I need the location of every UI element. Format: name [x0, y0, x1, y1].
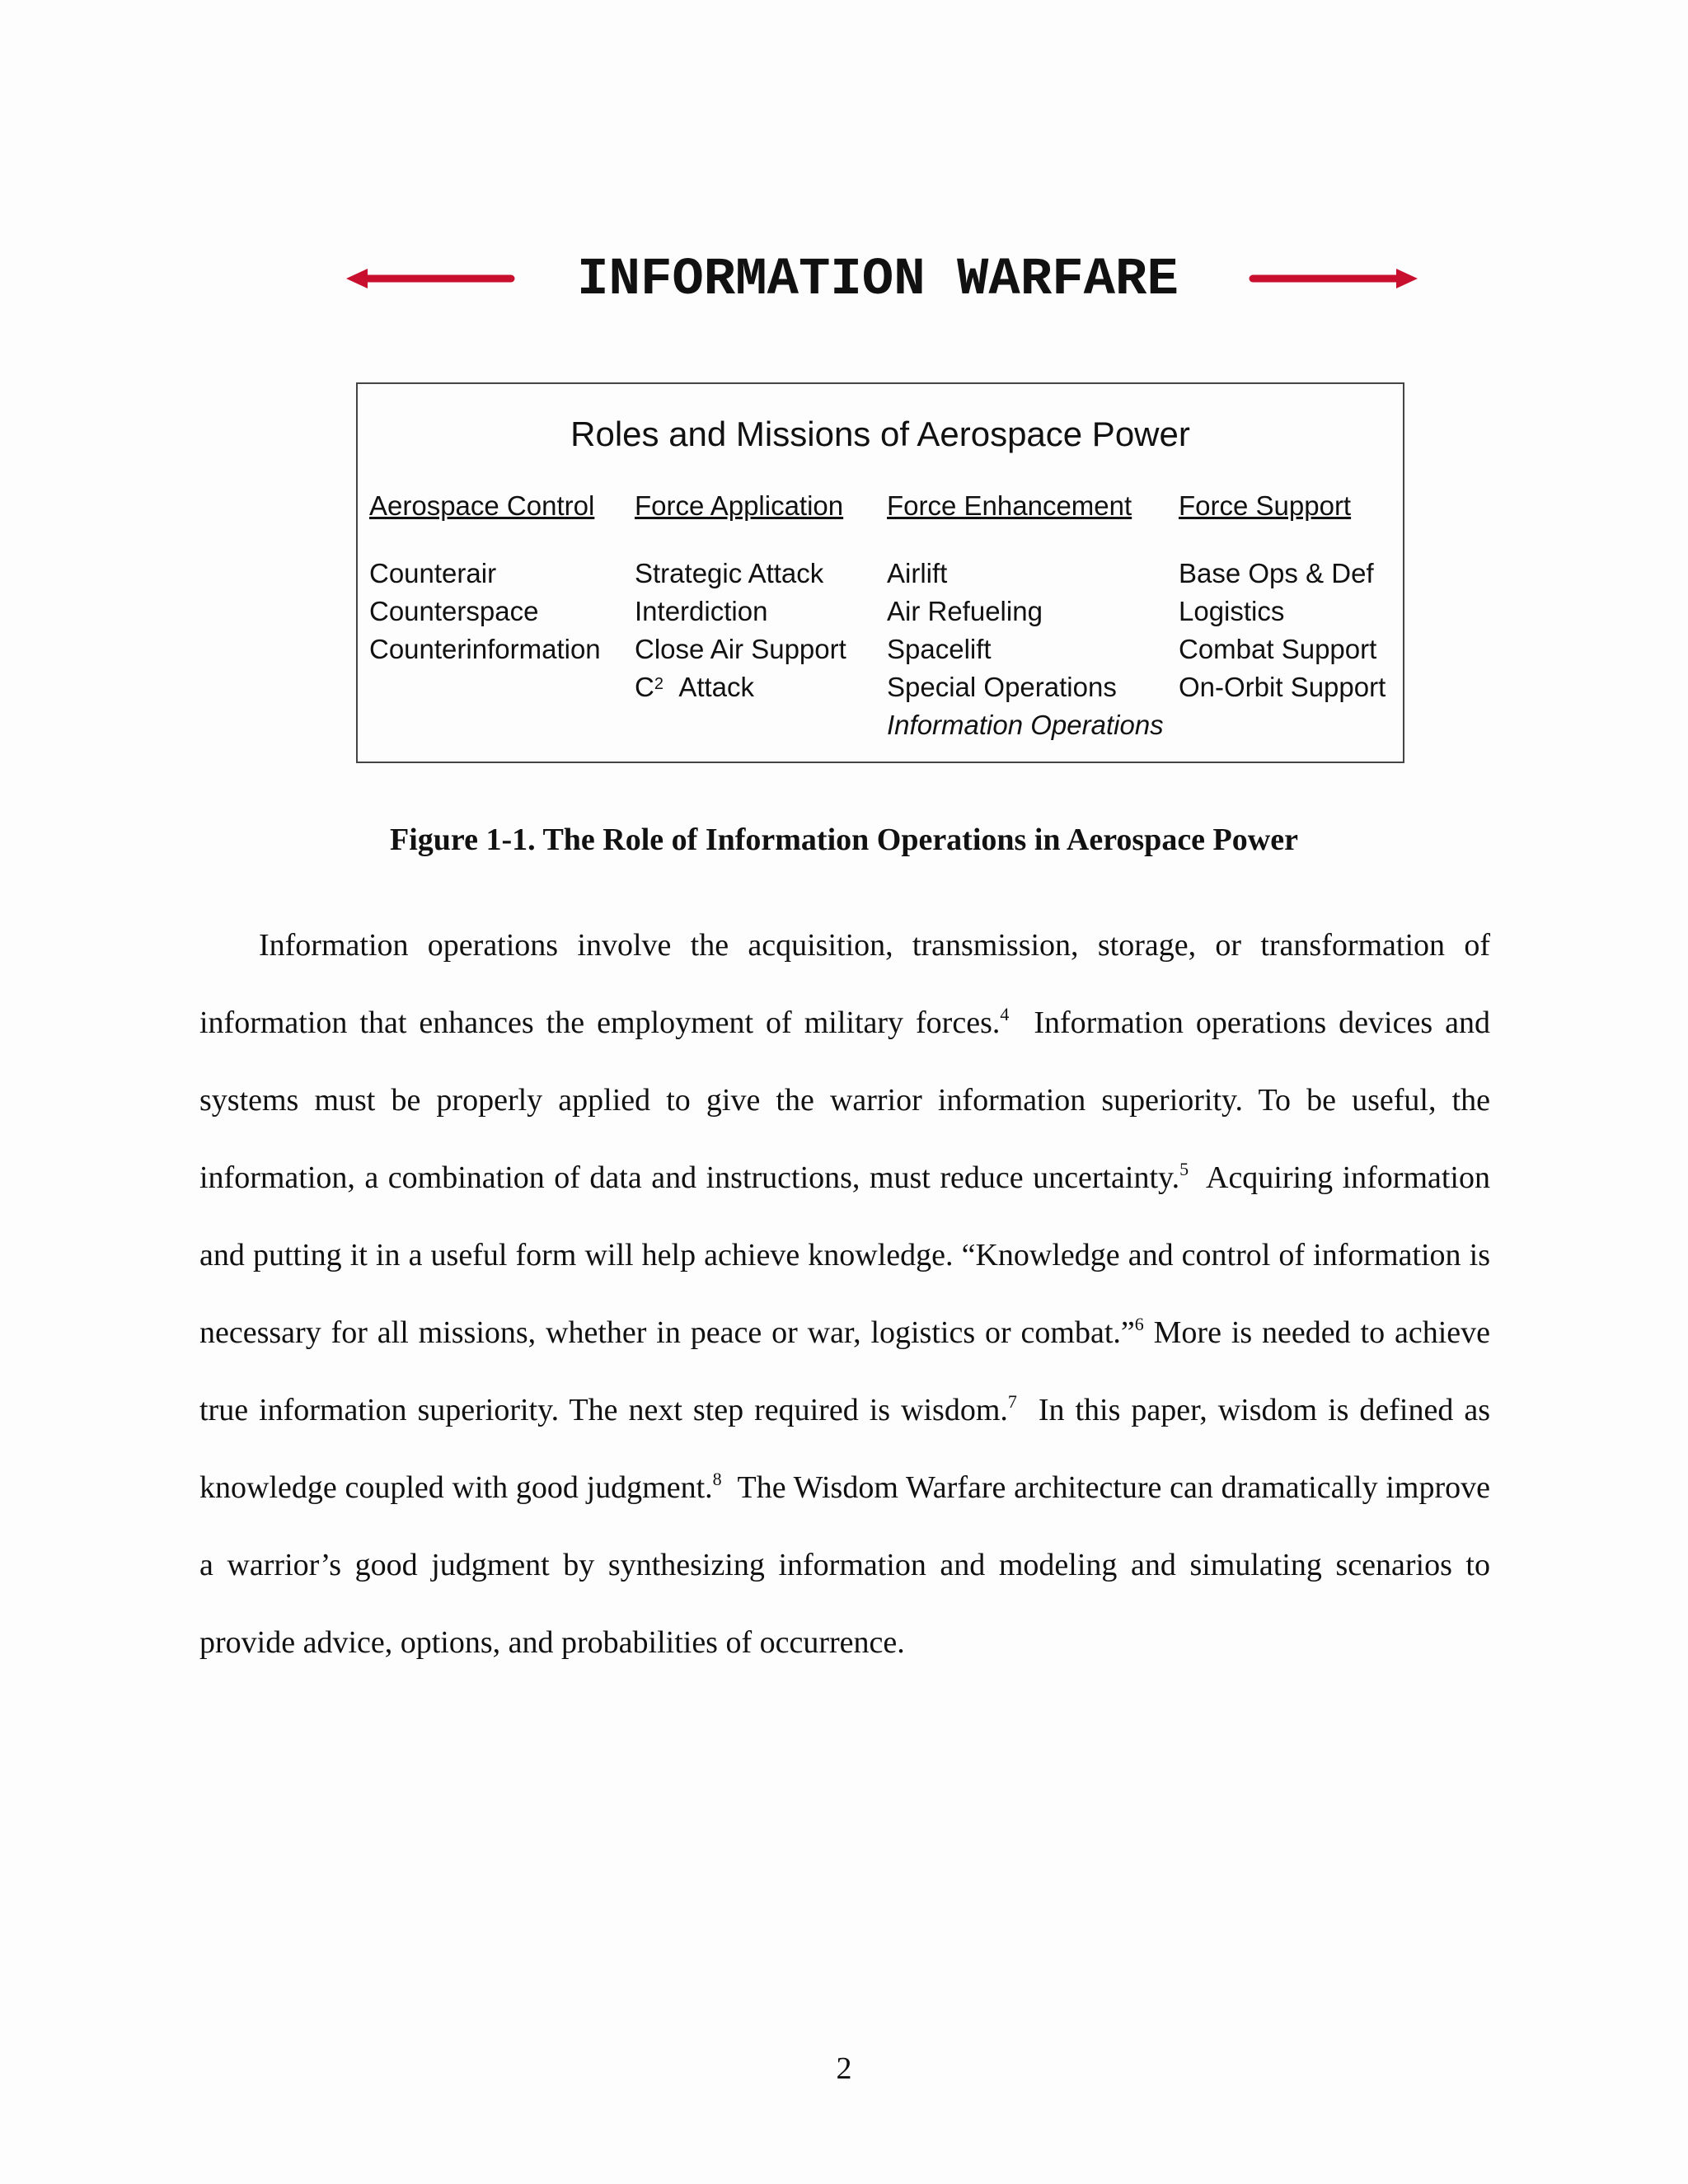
c2-superscript: 2 [654, 675, 663, 693]
column-heading: Force Application [635, 490, 844, 521]
list-item: Counterspace [369, 596, 539, 626]
list-item: Interdiction [635, 596, 768, 626]
box-title: Roles and Missions of Aerospace Power [570, 415, 1190, 453]
sentence: Information operations devices and systems must be properly applied to give the warrior information superiority. To be useful, the information, a combination of data and instructions, must reduce uncertainty. [199, 1005, 1490, 1195]
sentence: In this paper, wisdom is defined as knowledge coupled with good judgment. [199, 1393, 1491, 1505]
column-aerospace-control [369, 490, 601, 668]
column-force-enhancement [887, 490, 1164, 744]
footnote-ref[interactable]: 5 [1179, 1159, 1189, 1179]
footnote-ref[interactable]: 7 [1007, 1391, 1017, 1412]
list-item-highlighted: Information Operations [887, 710, 1164, 740]
banner-title: INFORMATION WARFARE [577, 251, 1179, 310]
page-number: 2 [836, 2051, 852, 2086]
list-item: On-Orbit Support [1179, 672, 1386, 702]
list-item: Air Refueling [887, 596, 1043, 626]
body-paragraph [199, 907, 1490, 1681]
column-heading: Force Support [1179, 490, 1352, 521]
list-item: Special Operations [887, 672, 1117, 702]
list-item: Counterinformation [369, 634, 601, 664]
list-item: Base Ops & Def [1179, 558, 1374, 588]
footnote-ref[interactable]: 8 [712, 1469, 722, 1489]
list-item: Combat Support [1179, 634, 1377, 664]
column-heading: Aerospace Control [369, 490, 595, 521]
list-item: Close Air Support [635, 634, 846, 664]
column-heading: Force Enhancement [887, 490, 1132, 521]
list-item: Spacelift [887, 634, 992, 664]
list-item-c2-attack [635, 668, 846, 706]
footnote-ref[interactable]: 4 [1000, 1004, 1010, 1024]
figure-caption: Figure 1-1. The Role of Information Operations in Aerospace Power [390, 823, 1298, 857]
sentence: More is needed to achieve true information superiority. The next step required is wisdom. [199, 1315, 1490, 1427]
list-item: Logistics [1179, 596, 1285, 626]
sentence: Acquiring information and putting it in a useful form will help achieve knowledge. “Knowledge and control of information is necessary for all missions, whether in peace or war, logistics or combat.” [199, 1160, 1490, 1350]
sentence: The Wisdom Warfare architecture can dramatically improve a warrior’s good judgment by synthesizing information and modeling and simulating scenarios to provide advice, options, and probabilities of occurrence. [199, 1470, 1490, 1660]
roles-and-missions-box [356, 382, 1404, 763]
c2-attack-label: Attack [678, 672, 755, 702]
list-item: Airlift [887, 558, 948, 588]
column-force-application [635, 490, 846, 706]
list-item: Strategic Attack [635, 558, 824, 588]
c2-base: C [635, 672, 654, 702]
column-force-support [1179, 490, 1386, 706]
footnote-ref[interactable]: 6 [1134, 1314, 1144, 1334]
information-warfare-banner [346, 247, 1409, 313]
sentence: Information operations involve the acquisition, transmission, storage, or transformation of information that enhances the employment of military forces. [199, 928, 1490, 1040]
right-arrow-icon [1245, 262, 1418, 295]
list-item: Counterair [369, 558, 497, 588]
